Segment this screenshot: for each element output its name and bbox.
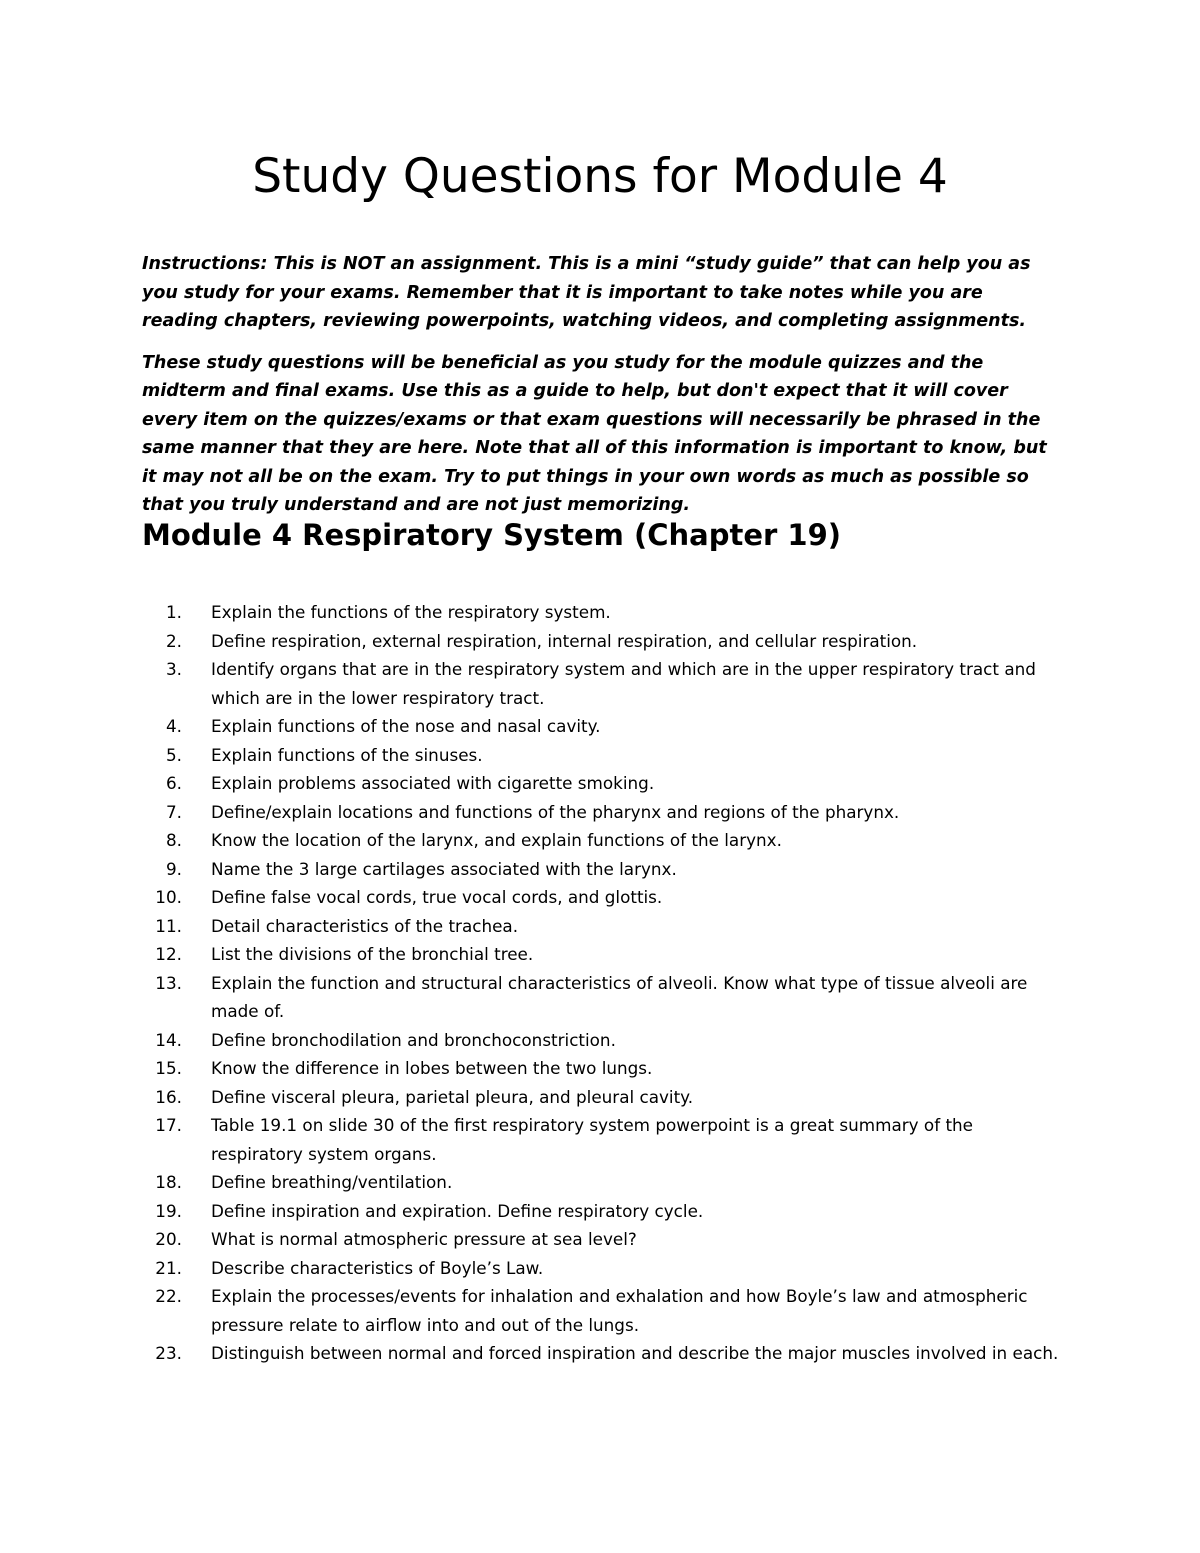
question-number: 15. <box>155 1058 182 1078</box>
question-number: 8. <box>165 830 182 850</box>
question-text: Explain functions of the nose and nasal cavity. <box>211 716 601 736</box>
list-item <box>142 912 1062 941</box>
question-text: Define bronchodilation and bronchoconstriction. <box>211 1029 616 1050</box>
question-text: Describe characteristics of Boyle’s Law. <box>211 1257 544 1278</box>
list-item <box>142 1339 1062 1368</box>
list-item <box>142 798 1062 827</box>
question-number: 9. <box>165 858 182 879</box>
question-number: 18. <box>155 1172 182 1192</box>
question-text: Define/explain locations and functions of the pharynx and regions of the pharynx. <box>211 801 900 822</box>
question-number: 22. <box>155 1286 182 1306</box>
question-text: Explain problems associated with cigarette smoking. <box>211 773 655 793</box>
question-number: 20. <box>155 1229 182 1249</box>
instructions-block <box>142 250 1062 533</box>
question-number: 13. <box>155 972 182 993</box>
question-number: 23. <box>155 1343 182 1363</box>
question-text: Explain the processes/events for inhalation and exhalation and how Boyle’s law and atmospheric pressure relate to airflow into and out of the lungs. <box>211 1286 1028 1335</box>
list-item <box>142 769 1062 798</box>
question-text: Distinguish between normal and forced inspiration and describe the major muscles involved in each. <box>211 1343 1059 1363</box>
question-number: 14. <box>155 1029 182 1050</box>
list-item <box>142 1168 1062 1197</box>
question-text: Know the difference in lobes between the two lungs. <box>211 1058 653 1078</box>
question-text: What is normal atmospheric pressure at sea level? <box>211 1229 637 1249</box>
list-item <box>142 883 1062 912</box>
list-item <box>142 1225 1062 1254</box>
question-number: 7. <box>165 801 182 822</box>
question-number: 21. <box>155 1257 182 1278</box>
question-text: Table 19.1 on slide 30 of the first respiratory system powerpoint is a great summary of the respiratory system organs. <box>211 1115 973 1164</box>
list-item <box>142 1197 1062 1226</box>
question-number: 4. <box>165 716 182 736</box>
question-number: 6. <box>165 773 182 793</box>
question-text: Name the 3 large cartilages associated with the larynx. <box>211 858 677 879</box>
question-text: Define visceral pleura, parietal pleura, and pleural cavity. <box>211 1086 694 1107</box>
list-item <box>142 1111 1062 1168</box>
instructions-paragraph: These study questions will be beneficial as you study for the module quizzes and the midterm and final exams. Use this as a guide to help, but don't expect that it will cover every item on the quizzes/exams or that exam questions will necessarily be phrased in the same manner that they are here. Note that all of this information is important to know, but it may not all be on the exam. Try to put things in your own words as much as possible so that you truly understand and are not just memorizing. <box>142 352 1047 515</box>
question-text: Identify organs that are in the respiratory system and which are in the upper respiratory tract and which are in the lower respiratory tract. <box>211 659 1036 708</box>
question-text: List the divisions of the bronchial tree. <box>211 944 534 964</box>
list-item <box>142 1254 1062 1283</box>
list-item <box>142 712 1062 741</box>
question-number: 16. <box>155 1086 182 1107</box>
question-text: Define inspiration and expiration. Define respiratory cycle. <box>211 1200 704 1221</box>
list-item <box>142 969 1062 1026</box>
question-text: Explain the function and structural characteristics of alveoli. Know what type of tissue alveoli are made of. <box>211 972 1028 1021</box>
question-text: Explain functions of the sinuses. <box>211 744 483 765</box>
question-number: 11. <box>155 915 182 936</box>
question-number: 10. <box>155 887 182 907</box>
list-item <box>142 1083 1062 1112</box>
question-text: Define respiration, external respiration, internal respiration, and cellular respiration. <box>211 630 918 651</box>
question-number: 5. <box>165 744 182 765</box>
question-text: Define false vocal cords, true vocal cords, and glottis. <box>211 887 663 907</box>
question-number: 12. <box>155 944 182 964</box>
question-text: Explain the functions of the respiratory system. <box>211 602 611 622</box>
question-list <box>142 598 1062 1368</box>
list-item <box>142 940 1062 969</box>
list-item <box>142 741 1062 770</box>
question-text: Detail characteristics of the trachea. <box>211 915 519 936</box>
list-item <box>142 1054 1062 1083</box>
list-item <box>142 655 1062 712</box>
page-title: Study Questions for Module 4 <box>252 149 948 204</box>
question-number: 3. <box>165 659 182 679</box>
instructions-paragraph: Instructions: This is NOT an assignment. This is a mini “study guide” that can help you as you study for your exams. Remember that it is important to take notes while you are reading chapters, reviewing powerpoints, watching videos, and completing assignments. <box>142 254 1031 331</box>
question-number: 17. <box>155 1115 182 1135</box>
question-number: 2. <box>165 630 182 651</box>
question-number: 1. <box>165 602 182 622</box>
question-text: Know the location of the larynx, and explain functions of the larynx. <box>211 830 782 850</box>
list-item <box>142 855 1062 884</box>
list-item <box>142 627 1062 656</box>
list-item <box>142 598 1062 627</box>
list-item <box>142 826 1062 855</box>
list-item <box>142 1026 1062 1055</box>
section-heading: Module 4 Respiratory System (Chapter 19) <box>142 518 842 552</box>
question-number: 19. <box>155 1200 182 1221</box>
list-item <box>142 1282 1062 1339</box>
question-text: Define breathing/ventilation. <box>211 1172 453 1192</box>
